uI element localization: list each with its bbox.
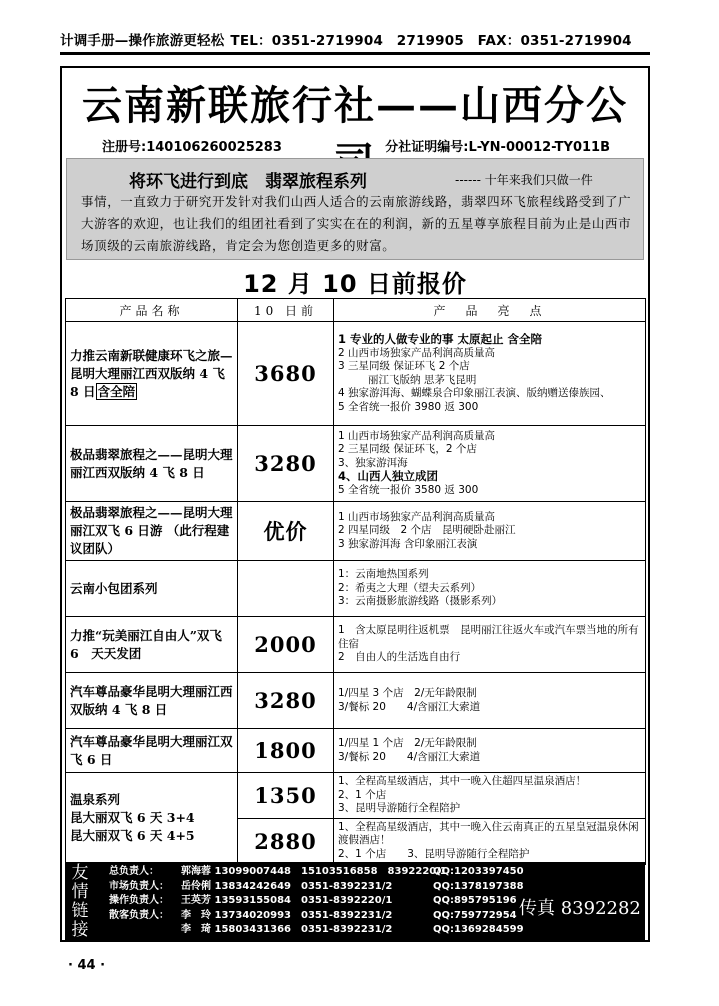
table-row bbox=[66, 617, 646, 673]
intro-dash: ------ 十年来我们只做一件 bbox=[455, 173, 593, 187]
contact-side-label: 友 情 链 接 bbox=[71, 863, 89, 940]
product-name: 力推“玩美丽江自由人”双飞 6 天天发团 bbox=[66, 617, 238, 673]
product-name: 极品翡翠旅程之——昆明大理丽江西双版纳 4 飞 8 日 bbox=[66, 426, 238, 502]
table-row bbox=[66, 502, 646, 561]
product-price: 3680 bbox=[238, 322, 334, 426]
product-name: 温泉系列 昆大丽双飞 6 天 3+4 昆大丽双飞 6 天 4+5 bbox=[66, 773, 238, 865]
product-name: 汽车尊品豪华昆明大理丽江西双版纳 4 飞 8 日 bbox=[66, 673, 238, 729]
product-highlights: 1：云南地热国系列 2：希夷之大理（望夫云系列） 3：云南摄影旅游线路（摄影系列） bbox=[334, 561, 646, 617]
contact-box: 友 情 链 接 总负责人： 郭海蓉 13099007448 15103516858 8392220/1 QQ:1203397450 市场负责人： 岳伶俐 13834242649 0351-8392231/2 QQ:1378197388 操作负责人： 王英芳 13593155084 0351-8392220/1 QQ:895795196 散客负责人： 李 玲 13734020993 0351-8392231/2 QQ:759772954 李 琦 15803431366 0351-8392231/2 QQ:1369284599 传真 8392282 bbox=[65, 862, 645, 940]
price-table bbox=[65, 298, 646, 865]
product-price: 优价 bbox=[238, 502, 334, 561]
product-highlights: 1/四星 3 个店 2/无年龄限制 3/餐标 20 4/含丽江大索道 bbox=[334, 673, 646, 729]
price-title: 12 月 10 日前报价 bbox=[243, 270, 467, 298]
product-highlights: 1 山西市场独家产品利润高质量高 2 四星同级 2 个店 昆明硬卧赴丽江 3 独家游洱海 含印象丽江表演 bbox=[334, 502, 646, 561]
fax-number: 传真 8392282 bbox=[519, 898, 641, 919]
product-highlights: 1/四星 1 个店 2/无年龄限制 3/餐标 20 4/含丽江大索道 bbox=[334, 729, 646, 773]
registration-number: 注册号:140106260025283 bbox=[102, 140, 282, 155]
header-price: 10 日前 bbox=[238, 299, 334, 322]
header-slogan: 计调手册—操作旅游更轻松 bbox=[60, 33, 225, 49]
product-price: 3280 bbox=[238, 673, 334, 729]
registration-line bbox=[102, 136, 628, 154]
product-price: 2880 bbox=[238, 818, 334, 864]
full-escort-badge: 含全陪 bbox=[97, 383, 136, 399]
product-price: 1350 bbox=[238, 773, 334, 819]
product-highlights: 1、全程高星级酒店，其中一晚入住超四星温泉酒店！ 2、1 个店 3、昆明导游随行全程陪护 bbox=[334, 773, 646, 819]
product-highlights: 1 山西市场独家产品利润高质量高 2 三星同级 保证环飞，2 个店 3、独家游洱海 4、山西人独立成团 5 全省统一报价 3580 返 300 bbox=[334, 426, 646, 502]
branch-certificate: 分社证明编号:L-YN-00012-TY011B bbox=[385, 140, 610, 155]
product-price bbox=[238, 561, 334, 617]
table-row bbox=[66, 729, 646, 773]
header-highlights: 产 品 亮 点 bbox=[334, 299, 646, 322]
ad-frame bbox=[60, 66, 650, 942]
product-price: 3280 bbox=[238, 426, 334, 502]
intro-box bbox=[66, 158, 644, 260]
product-price: 2000 bbox=[238, 617, 334, 673]
product-price: 1800 bbox=[238, 729, 334, 773]
table-row bbox=[66, 426, 646, 502]
intro-headline: 将环飞进行到底 翡翠旅程系列 bbox=[129, 172, 367, 192]
page-number: · 44 · bbox=[68, 958, 106, 973]
page-header bbox=[60, 30, 650, 55]
product-name: 云南小包团系列 bbox=[66, 561, 238, 617]
product-name: 力推云南新联健康环飞之旅—昆明大理丽江西双版纳 4 飞 8 日 含全陪 bbox=[66, 322, 238, 426]
table-row bbox=[66, 322, 646, 426]
product-highlights: 1 专业的人做专业的事 太原起止 含全陪 2 山西市场独家产品利润高质量高 3 三星同级 保证环飞 2 个店 丽江飞版纳 思茅飞昆明 4 独家游洱海、蝴蝶泉合印象丽江表演、版纳赠送傣族园、 5 全省统一报价 3980 返 300 bbox=[334, 322, 646, 426]
header-contact: TEL：0351-2719904 2719905 FAX：0351-2719904 bbox=[230, 33, 632, 49]
table-row bbox=[66, 561, 646, 617]
product-name: 极品翡翠旅程之——昆明大理丽江双飞 6 日游 （此行程建议团队） bbox=[66, 502, 238, 561]
product-highlights: 1、全程高星级酒店，其中一晚入住云南真正的五星皇冠温泉休闲渡假酒店！ 2、1 个店 3、昆明导游随行全程陪护 bbox=[334, 818, 646, 864]
table-row bbox=[66, 673, 646, 729]
product-highlights: 1 含太原昆明往返机票 昆明丽江往返火车或汽车票当地的所有住宿 2 自由人的生活选自由行 bbox=[334, 617, 646, 673]
intro-text: 事情，一直致力于研究开发针对我们山西人适合的云南旅游线路，翡翠四环飞旅程线路受到了广大游客的欢迎，也让我们的组团社看到了实实在在的利润，新的五星尊享旅程目前为止是山西市场顶级的云南旅游线路，肯定会为您创造更多的财富。 bbox=[81, 194, 632, 253]
table-header bbox=[66, 299, 646, 322]
header-product: 产品名称 bbox=[66, 299, 238, 322]
product-name: 汽车尊品豪华昆明大理丽江双飞 6 日 bbox=[66, 729, 238, 773]
company-name: 云南新联旅行社——山西分公 bbox=[82, 82, 628, 129]
table-row bbox=[66, 773, 646, 819]
